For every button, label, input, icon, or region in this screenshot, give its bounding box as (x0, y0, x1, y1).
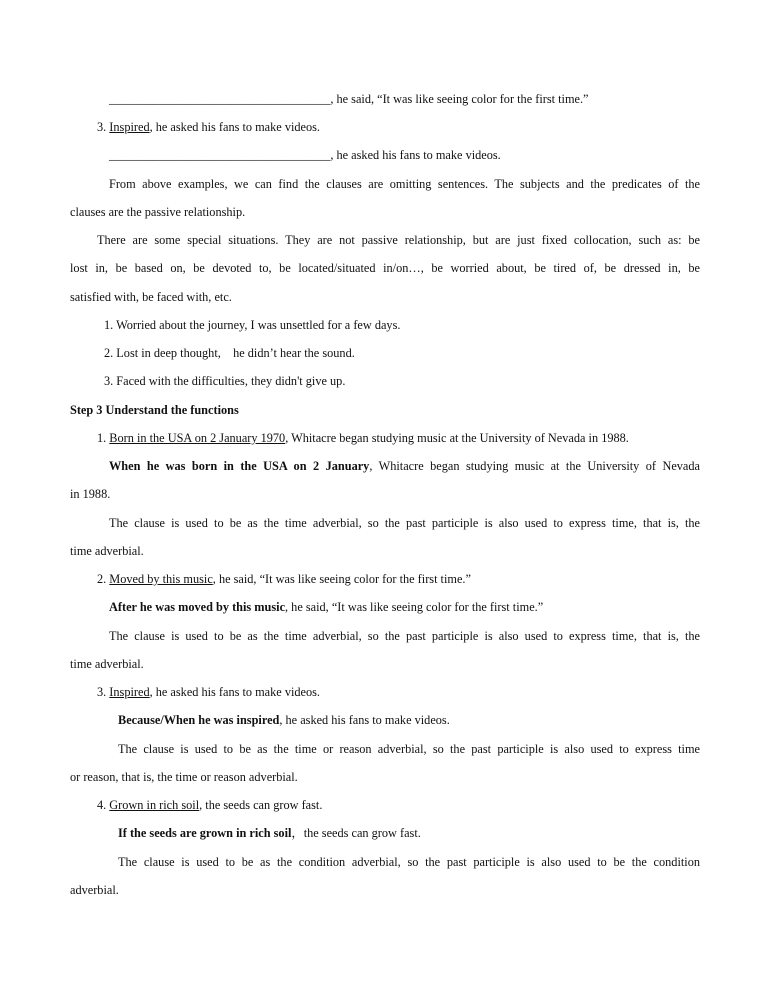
paragraph-line: The clause is used to be as the time adverbial, so the past participle is also used to express time, that is, the (109, 516, 700, 530)
example-item: 3. Inspired, he asked his fans to make videos. (97, 685, 321, 699)
rewritten-sentence: If the seeds are grown in rich soil，the seeds can grow fast. (118, 826, 421, 840)
rewritten-sentence: After he was moved by this music, he said, “It was like seeing color for the first time.” (109, 600, 544, 614)
underlined-phrase: Born in the USA on 2 January 1970 (109, 431, 286, 445)
paragraph-line: The clause is used to be as the time adverbial, so the past participle is also used to express time, that is, the (109, 629, 700, 643)
paragraph-line: There are some special situations. They are not passive relationship, but are just fixed collocation, such as: be (97, 233, 700, 247)
fill-in-blank[interactable]: ____________________________________ (109, 148, 331, 162)
paragraph-line: adverbial. (70, 883, 119, 897)
underlined-phrase: Inspired (109, 685, 150, 699)
section-heading: Step 3 Understand the functions (70, 403, 239, 417)
paragraph-line: clauses are the passive relationship. (70, 205, 246, 219)
paragraph-line: satisfied with, be faced with, etc. (70, 290, 232, 304)
paragraph-line: The clause is used to be as the condition adverbial, so the past participle is also used to be the condition (118, 855, 700, 869)
underlined-phrase: Grown in rich soil (109, 798, 200, 812)
underlined-phrase: Inspired (109, 120, 150, 134)
paragraph-line: or reason, that is, the time or reason adverbial. (70, 770, 298, 784)
example-item: 2. Moved by this music, he said, “It was like seeing color for the first time.” (97, 572, 471, 586)
paragraph-line: in 1988. (70, 487, 111, 501)
fill-in-blank[interactable]: ____________________________________ (109, 92, 331, 106)
bold-clause: When he was born in the USA on 2 January (109, 459, 370, 473)
underlined-phrase: Moved by this music (109, 572, 213, 586)
list-item: 2. Lost in deep thought, he didn’t hear the sound. (104, 346, 355, 360)
example-blank-line: ____________________________________, he asked his fans to make videos. (109, 148, 501, 162)
list-item: 1. Worried about the journey, I was unsettled for a few days. (104, 318, 401, 332)
paragraph-line: time adverbial. (70, 544, 144, 558)
paragraph-line: The clause is used to be as the time or reason adverbial, so the past participle is also used to express time (118, 742, 700, 756)
bold-clause: If the seeds are grown in rich soil (118, 826, 292, 840)
bold-clause: After he was moved by this music (109, 600, 286, 614)
bold-clause: Because/When he was inspired (118, 713, 280, 727)
paragraph-line: lost in, be based on, be devoted to, be located/situated in/on…, be worried about, be tired of, be dressed in, be (70, 261, 700, 275)
paragraph-line: time adverbial. (70, 657, 144, 671)
example-item: 1. Born in the USA on 2 January 1970, Whitacre began studying music at the University of Nevada in 1988. (97, 431, 629, 445)
rewritten-sentence: Because/When he was inspired, he asked his fans to make videos. (118, 713, 450, 727)
example-item: 4. Grown in rich soil, the seeds can grow fast. (97, 798, 323, 812)
paragraph-line: From above examples, we can find the clauses are omitting sentences. The subjects and the predicates of the (109, 177, 700, 191)
example-blank-line: ____________________________________, he said, “It was like seeing color for the first time.” (109, 92, 589, 106)
rewritten-sentence: When he was born in the USA on 2 January, Whitacre began studying music at the University of Nevada (109, 459, 700, 473)
example-item: 3. Inspired, he asked his fans to make videos. (97, 120, 321, 134)
list-item: 3. Faced with the difficulties, they didn't give up. (104, 374, 346, 388)
